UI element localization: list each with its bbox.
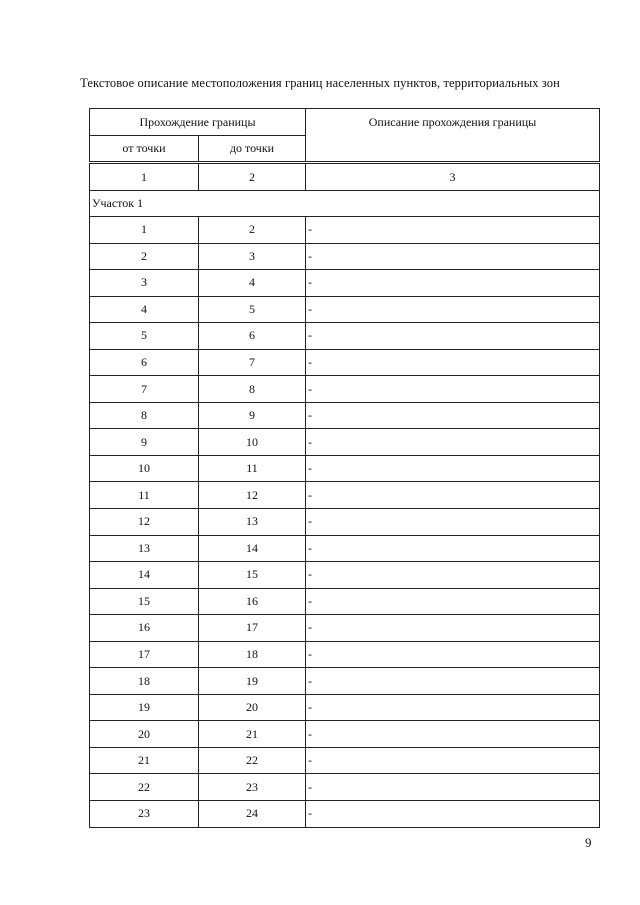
description-cell: - bbox=[306, 694, 600, 721]
from-point-cell: 12 bbox=[90, 509, 199, 536]
table-row bbox=[90, 429, 600, 456]
to-point-cell: 24 bbox=[199, 801, 306, 828]
table-row bbox=[90, 509, 600, 536]
description-cell: - bbox=[306, 429, 600, 456]
from-point-cell: 8 bbox=[90, 402, 199, 429]
description-cell: - bbox=[306, 721, 600, 748]
from-point-cell: 1 bbox=[90, 217, 199, 244]
from-point-cell: 10 bbox=[90, 455, 199, 482]
table-row bbox=[90, 376, 600, 403]
to-point-cell: 23 bbox=[199, 774, 306, 801]
to-point-cell: 14 bbox=[199, 535, 306, 562]
description-cell: - bbox=[306, 349, 600, 376]
from-point-cell: 7 bbox=[90, 376, 199, 403]
to-point-cell: 6 bbox=[199, 323, 306, 350]
from-point-cell: 13 bbox=[90, 535, 199, 562]
from-point-cell: 14 bbox=[90, 562, 199, 589]
column-number: 2 bbox=[199, 164, 306, 191]
description-cell: - bbox=[306, 217, 600, 244]
to-point-cell: 19 bbox=[199, 668, 306, 695]
from-point-cell: 16 bbox=[90, 615, 199, 642]
from-point-cell: 18 bbox=[90, 668, 199, 695]
table-row bbox=[90, 217, 600, 244]
table-row bbox=[90, 270, 600, 297]
to-point-cell: 3 bbox=[199, 243, 306, 270]
table-row bbox=[90, 323, 600, 350]
column-number: 1 bbox=[90, 164, 199, 191]
description-cell: - bbox=[306, 641, 600, 668]
to-point-cell: 22 bbox=[199, 747, 306, 774]
column-numbering-row bbox=[90, 164, 600, 191]
table-row bbox=[90, 535, 600, 562]
to-point-cell: 12 bbox=[199, 482, 306, 509]
from-point-cell: 11 bbox=[90, 482, 199, 509]
table-row bbox=[90, 721, 600, 748]
from-point-cell: 3 bbox=[90, 270, 199, 297]
table-row bbox=[90, 349, 600, 376]
table-row bbox=[90, 588, 600, 615]
to-point-cell: 2 bbox=[199, 217, 306, 244]
to-point-cell: 11 bbox=[199, 455, 306, 482]
header-to-point: до точки bbox=[199, 136, 306, 162]
from-point-cell: 6 bbox=[90, 349, 199, 376]
to-point-cell: 18 bbox=[199, 641, 306, 668]
description-cell: - bbox=[306, 562, 600, 589]
to-point-cell: 17 bbox=[199, 615, 306, 642]
description-cell: - bbox=[306, 296, 600, 323]
description-cell: - bbox=[306, 801, 600, 828]
header-border-passage: Прохождение границы bbox=[90, 109, 306, 136]
to-point-cell: 5 bbox=[199, 296, 306, 323]
page-number: 9 bbox=[585, 835, 592, 850]
table-row bbox=[90, 482, 600, 509]
section-row bbox=[90, 191, 600, 217]
table-row bbox=[90, 402, 600, 429]
from-point-cell: 9 bbox=[90, 429, 199, 456]
description-cell: - bbox=[306, 376, 600, 403]
description-cell: - bbox=[306, 323, 600, 350]
from-point-cell: 17 bbox=[90, 641, 199, 668]
description-cell: - bbox=[306, 668, 600, 695]
description-cell: - bbox=[306, 774, 600, 801]
from-point-cell: 5 bbox=[90, 323, 199, 350]
to-point-cell: 21 bbox=[199, 721, 306, 748]
from-point-cell: 2 bbox=[90, 243, 199, 270]
from-point-cell: 21 bbox=[90, 747, 199, 774]
header-from-point: от точки bbox=[90, 136, 199, 162]
description-cell: - bbox=[306, 588, 600, 615]
from-point-cell: 4 bbox=[90, 296, 199, 323]
description-cell: - bbox=[306, 455, 600, 482]
table-row bbox=[90, 243, 600, 270]
table-row bbox=[90, 801, 600, 828]
description-cell: - bbox=[306, 243, 600, 270]
column-number: 3 bbox=[306, 164, 600, 191]
description-cell: - bbox=[306, 535, 600, 562]
to-point-cell: 15 bbox=[199, 562, 306, 589]
description-cell: - bbox=[306, 747, 600, 774]
description-cell: - bbox=[306, 482, 600, 509]
table-row bbox=[90, 296, 600, 323]
from-point-cell: 20 bbox=[90, 721, 199, 748]
to-point-cell: 13 bbox=[199, 509, 306, 536]
to-point-cell: 8 bbox=[199, 376, 306, 403]
table-row bbox=[90, 615, 600, 642]
from-point-cell: 22 bbox=[90, 774, 199, 801]
from-point-cell: 15 bbox=[90, 588, 199, 615]
table-row bbox=[90, 747, 600, 774]
to-point-cell: 16 bbox=[199, 588, 306, 615]
table-row bbox=[90, 694, 600, 721]
to-point-cell: 7 bbox=[199, 349, 306, 376]
from-point-cell: 23 bbox=[90, 801, 199, 828]
table-header bbox=[89, 108, 600, 162]
table-row bbox=[90, 641, 600, 668]
description-cell: - bbox=[306, 509, 600, 536]
description-cell: - bbox=[306, 270, 600, 297]
from-point-cell: 19 bbox=[90, 694, 199, 721]
table-row bbox=[90, 668, 600, 695]
to-point-cell: 20 bbox=[199, 694, 306, 721]
table-row bbox=[90, 774, 600, 801]
table-row bbox=[90, 455, 600, 482]
table-row bbox=[90, 562, 600, 589]
to-point-cell: 9 bbox=[199, 402, 306, 429]
page-title: Текстовое описание местоположения границ населенных пунктов, территориальных зон bbox=[80, 76, 560, 90]
to-point-cell: 4 bbox=[199, 270, 306, 297]
to-point-cell: 10 bbox=[199, 429, 306, 456]
header-description: Описание прохождения границы bbox=[306, 109, 600, 162]
boundary-table bbox=[89, 163, 600, 828]
description-cell: - bbox=[306, 615, 600, 642]
description-cell: - bbox=[306, 402, 600, 429]
section-label: Участок 1 bbox=[90, 191, 600, 217]
